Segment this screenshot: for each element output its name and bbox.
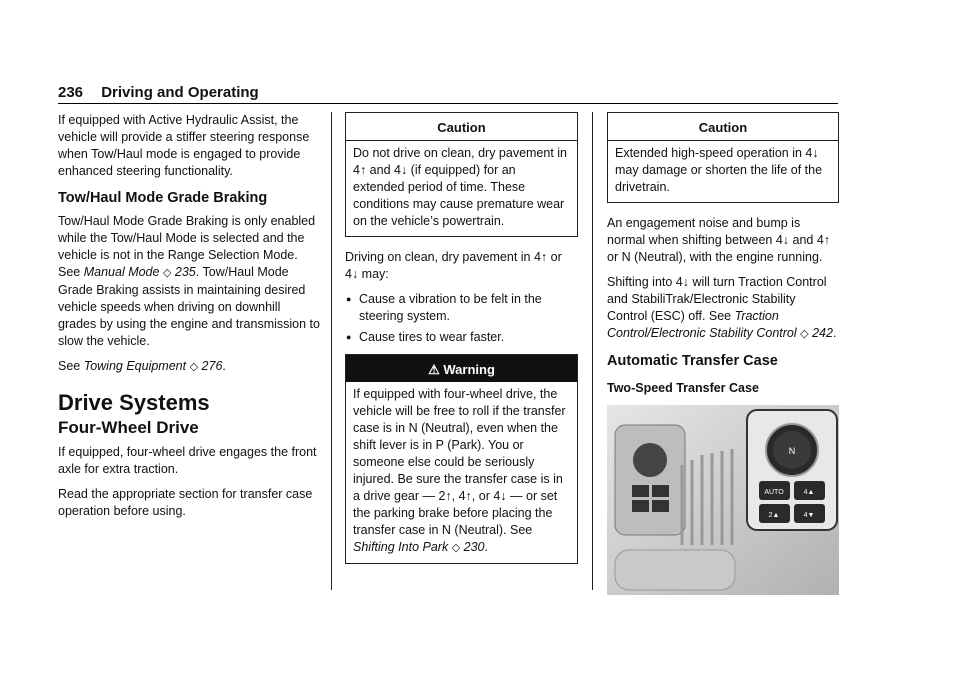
caution-title: Caution — [608, 113, 838, 141]
warning-box — [345, 354, 578, 564]
section-title: Driving and Operating — [101, 84, 259, 101]
page-number: 236 — [58, 84, 84, 101]
warning-icon: ⚠ — [428, 362, 440, 377]
btn-4h-label: 4▲ — [803, 489, 815, 496]
page-header — [58, 84, 259, 101]
btn-4l-label: 4▼ — [803, 512, 815, 519]
btn-auto-label: AUTO — [764, 489, 784, 496]
paragraph-grade-braking: Tow/Haul Mode Grade Braking is only enabled while the Tow/Haul Mode is selected and the vehicle is not in the Range Selection Mode. See Manual Mode ◇ 235. Tow/Haul Mode Grade Braking assists in maintaining desired vehicle speeds when driving on downhill grades by using the engine and transmission to slow the vehicle. — [58, 214, 320, 348]
column-divider — [331, 112, 332, 590]
column-divider — [592, 112, 593, 590]
paragraph-engagement-noise: An engagement noise and bump is normal when shifting between 4↓ and 4↑ or N (Neutral), with the engine running. — [607, 216, 831, 264]
transfer-case-control-image — [607, 405, 839, 595]
column-3 — [607, 112, 839, 595]
warning-title: ⚠ Warning — [346, 355, 577, 382]
column-1 — [58, 112, 320, 528]
list-item: ● Cause tires to wear faster. — [359, 329, 578, 346]
header-rule — [58, 103, 838, 104]
list-item: ● Cause a vibration to be felt in the steering system. — [359, 291, 578, 325]
caution-box — [345, 112, 578, 237]
link-manual-mode[interactable]: Manual Mode — [83, 265, 160, 279]
heading-drive-systems: Drive Systems — [58, 390, 210, 415]
link-shifting-into-park[interactable]: Shifting Into Park — [353, 540, 449, 554]
paragraph-active-hydraulic: If equipped with Active Hydraulic Assist, the vehicle will provide a stiffer steering response when Tow/Haul mode is engaged to provide enhanced steering functionality. — [58, 113, 310, 178]
bullet-list — [345, 291, 578, 346]
btn-2h-label: 2▲ — [768, 512, 780, 519]
page-ref-icon: ◇ — [189, 361, 199, 373]
page-ref-icon: ◇ — [451, 542, 461, 554]
link-traction-control[interactable]: Traction Control/Electronic Stability Control — [607, 309, 797, 340]
page-ref[interactable]: 235 — [174, 265, 196, 279]
warning-text: If equipped with four-wheel drive, the vehicle will be free to roll if the transfer case is in N (Neutral), even when the shift lever is in P (Park). You or someone else could be seriously injured. Be sure the transfer case is in a drive gear — 2↑, 4↑, or 4↓ — or set the parking brake before placing the transfer case in N (Neutral). See Shifting Into Park ◇ 230. — [353, 387, 566, 554]
knob-label: N — [788, 446, 796, 456]
caution-text: Extended high-speed operation in 4↓ may damage or shorten the life of the drivetrain. — [615, 146, 823, 194]
caution-title: Caution — [346, 113, 577, 141]
page-ref-icon: ◇ — [800, 328, 809, 340]
paragraph-read-section: Read the appropriate section for transfer case operation before using. — [58, 487, 313, 518]
heading-two-speed: Two-Speed Transfer Case — [607, 381, 759, 395]
caution-box — [607, 112, 839, 203]
page-ref[interactable]: 230 — [463, 540, 485, 554]
page-ref[interactable]: 276 — [201, 359, 223, 373]
link-towing-equipment[interactable]: Towing Equipment — [83, 359, 187, 373]
paragraph-see-towing: See Towing Equipment ◇ 276. — [58, 359, 226, 373]
column-2 — [345, 112, 578, 576]
paragraph-4wd: If equipped, four-wheel drive engages the front axle for extra traction. — [58, 445, 317, 476]
page-ref[interactable]: 242 — [812, 326, 833, 340]
heading-automatic-transfer-case: Automatic Transfer Case — [607, 353, 778, 369]
caution-text: Do not drive on clean, dry pavement in 4↑ and 4↓ (if equipped) for an extended period of time. These conditions may cause premature wear on the vehicle’s powertrain. — [353, 146, 568, 228]
heading-four-wheel-drive: Four-Wheel Drive — [58, 418, 199, 437]
page-ref-icon: ◇ — [162, 267, 172, 279]
paragraph-driving-pavement: Driving on clean, dry pavement in 4↑ or 4↓ may: — [345, 250, 562, 281]
heading-grade-braking: Tow/Haul Mode Grade Braking — [58, 190, 268, 206]
paragraph-traction-control: Shifting into 4↓ will turn Traction Control and StabiliTrak/Electronic Stability Control (ESC) off. See Traction Control/Electronic Stability Control ◇ 242. — [607, 275, 837, 340]
